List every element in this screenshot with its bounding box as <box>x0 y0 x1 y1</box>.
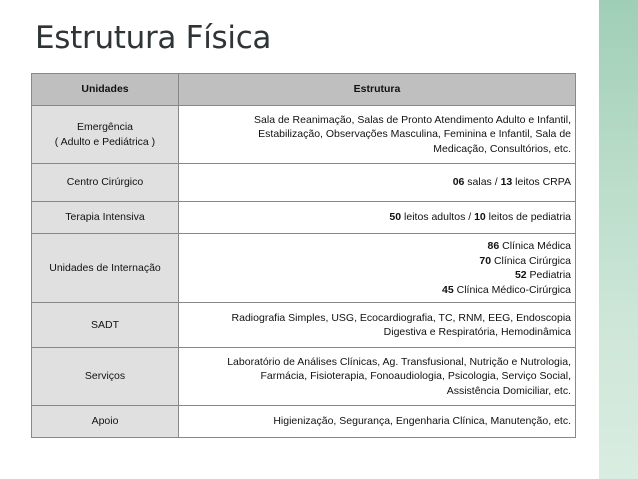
structure-line: Estabilização, Observações Masculina, Feminina e Infantil, Sala de <box>258 128 571 141</box>
decorative-side-panel <box>599 0 638 479</box>
structure-cell <box>179 348 576 406</box>
structure-cell <box>179 164 576 202</box>
structure-line: Assistência Domiciliar, etc. <box>446 384 571 397</box>
bed-line <box>183 268 571 283</box>
structure-line: Radiografia Simples, USG, Ecocardiografia, TC, RNM, EEG, Endoscopia <box>231 311 571 324</box>
table-row <box>32 234 576 303</box>
structure-cell <box>179 202 576 234</box>
bed-label: Clínica Cirúrgica <box>491 254 571 267</box>
unit-cell: Serviços <box>32 348 179 406</box>
unit-name: Emergência <box>76 121 134 133</box>
table-row <box>32 164 576 202</box>
unit-subtitle: ( Adulto e Pediátrica ) <box>54 135 156 148</box>
structure-line: Digestiva e Respiratória, Hemodinâmica <box>383 326 571 338</box>
table-row <box>32 406 576 438</box>
header-units: Unidades <box>32 74 179 106</box>
bed-count: 50 <box>389 211 402 224</box>
bed-count: 86 <box>487 240 500 252</box>
bed-line <box>183 283 571 298</box>
bed-count: 13 <box>500 176 513 189</box>
bed-count: 10 <box>474 211 486 224</box>
bed-line <box>183 254 571 269</box>
unit-cell: SADT <box>32 303 179 348</box>
table-row <box>32 106 576 164</box>
bed-count: 52 <box>514 269 527 281</box>
unit-cell <box>32 106 179 164</box>
room-count: 06 <box>452 176 465 189</box>
structure-line: Medicação, Consultórios, etc. <box>433 142 571 155</box>
unit-cell: Terapia Intensiva <box>32 202 179 234</box>
structure-text: leitos CRPA <box>512 176 571 189</box>
slide-title: Estrutura Física <box>35 20 272 56</box>
bed-label: Pediatria <box>526 269 571 281</box>
unit-cell: Centro Cirúrgico <box>32 164 179 202</box>
structure-cell <box>179 406 576 438</box>
unit-cell: Apoio <box>32 406 179 438</box>
table-row <box>32 348 576 406</box>
bed-count: 45 <box>442 283 454 296</box>
header-row <box>32 74 576 106</box>
structure-text: salas / <box>464 176 501 189</box>
bed-label: Clínica Médica <box>499 240 571 252</box>
header-structure: Estrutura <box>179 74 576 106</box>
bed-label: Clínica Médico-Cirúrgica <box>453 283 571 296</box>
structure-text: leitos adultos / <box>401 211 475 224</box>
table-row <box>32 303 576 348</box>
table-row <box>32 202 576 234</box>
structure-line: Farmácia, Fisioterapia, Fonoaudiologia, Psicologia, Serviço Social, <box>260 370 571 383</box>
structure-cell <box>179 303 576 348</box>
structure-cell <box>179 106 576 164</box>
bed-count: 70 <box>479 254 492 267</box>
unit-cell: Unidades de Internação <box>32 234 179 303</box>
structure-line: Laboratório de Análises Clínicas, Ag. Transfusional, Nutrição e Nutrologia, <box>227 355 571 368</box>
structure-line: Higienização, Segurança, Engenharia Clínica, Manutenção, etc. <box>273 415 571 428</box>
structure-cell <box>179 234 576 303</box>
structure-text: leitos de pediatria <box>485 211 571 224</box>
structure-table <box>31 73 576 438</box>
bed-line <box>183 239 571 254</box>
structure-line: Sala de Reanimação, Salas de Pronto Atendimento Adulto e Infantil, <box>254 113 571 126</box>
